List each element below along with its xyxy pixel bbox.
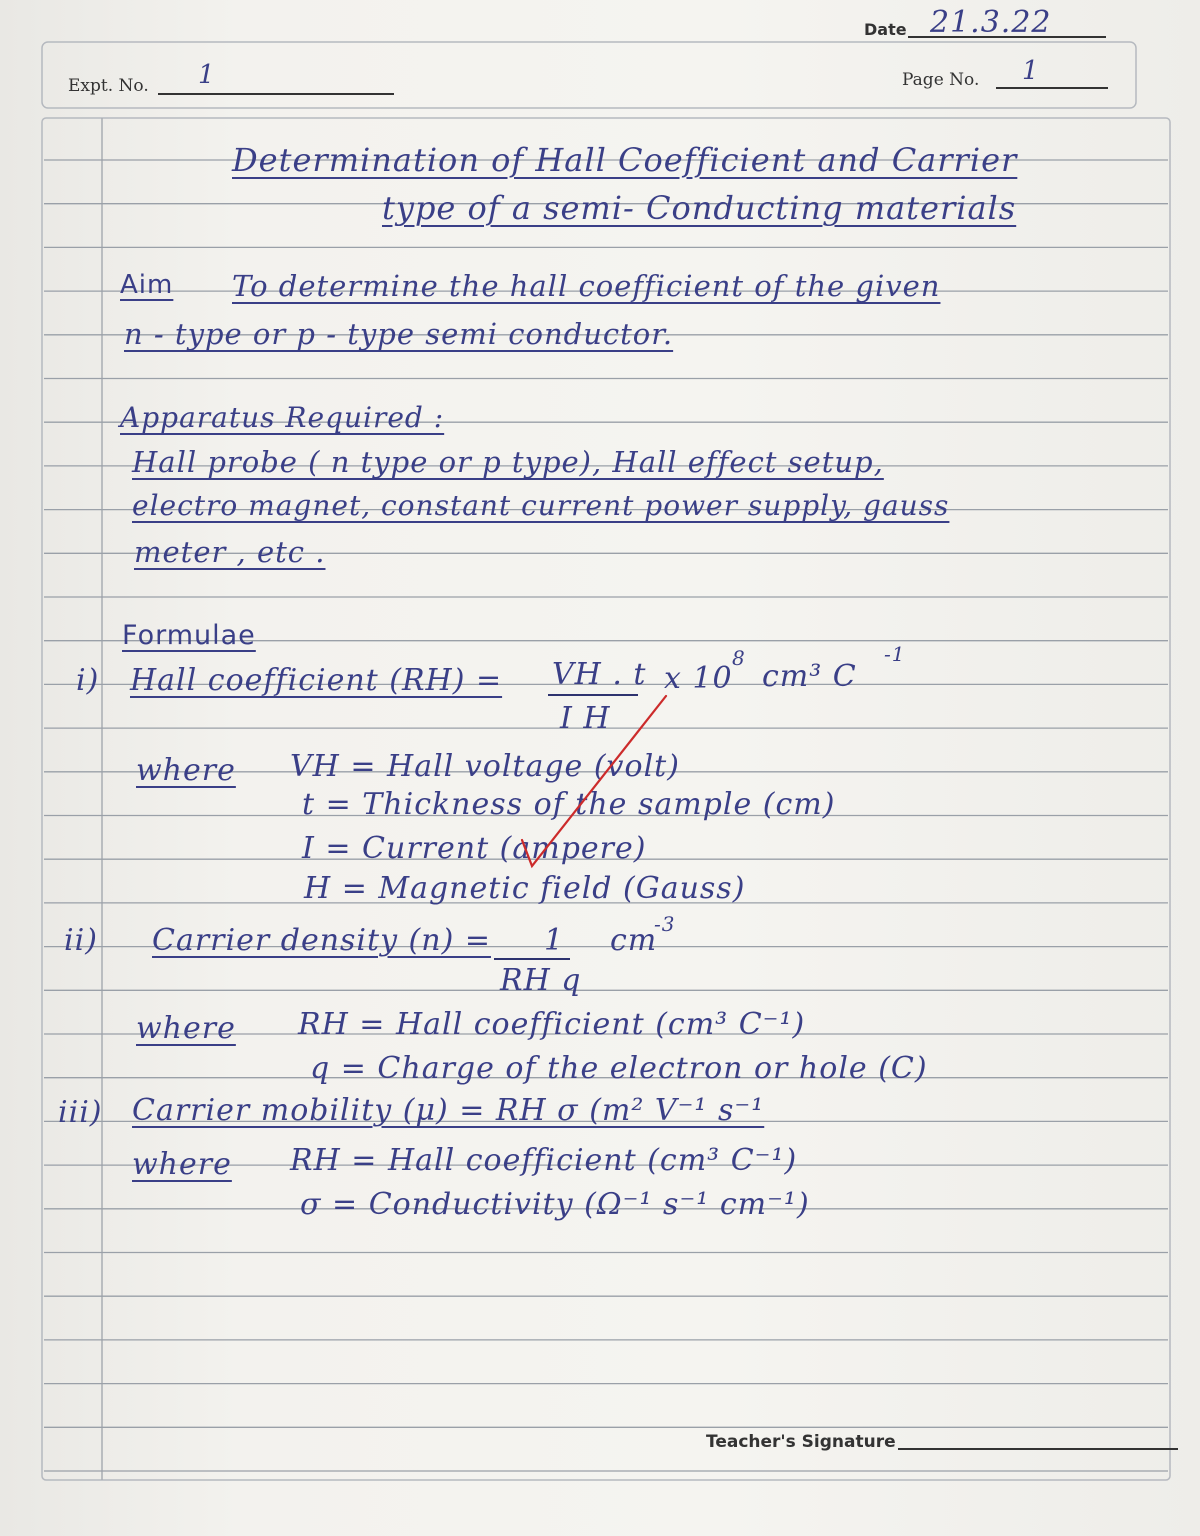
date-label: Date	[864, 20, 907, 39]
formula1-numerator: VH . t	[552, 657, 647, 692]
formula2-unit: cm	[610, 923, 658, 958]
formula3-text: Carrier mobility (μ) = RH σ (m² V⁻¹ s⁻¹	[132, 1093, 765, 1128]
formula2-fraction-bar	[494, 958, 570, 960]
formula2-numerator: 1	[544, 923, 565, 958]
title-line1: Determination of Hall Coefficient and Carrier	[232, 141, 1018, 179]
apparatus-line3: meter , etc .	[134, 535, 326, 569]
formula1-unit: cm³ C	[762, 659, 857, 694]
formula1-unit-exponent: -1	[884, 642, 906, 666]
aim-line2: n - type or p - type semi conductor.	[124, 317, 674, 351]
where1-item: H = Magnetic field (Gauss)	[304, 871, 746, 906]
teacher-signature-label: Teacher's Signature	[706, 1432, 896, 1452]
formula3-number: iii)	[58, 1095, 103, 1130]
expt-underline	[158, 93, 394, 95]
where3-item: σ = Conductivity (Ω⁻¹ s⁻¹ cm⁻¹)	[300, 1187, 810, 1222]
signature-line	[898, 1448, 1178, 1450]
date-value: 21.3.22	[930, 5, 1052, 40]
formula2-lhs: Carrier density (n) =	[152, 923, 491, 958]
page-label: Page No.	[902, 70, 980, 90]
page-underline	[996, 87, 1108, 89]
formula2-denominator: RH q	[500, 963, 582, 998]
where2-item: RH = Hall coefficient (cm³ C⁻¹)	[298, 1007, 806, 1042]
page-value: 1	[1022, 56, 1040, 86]
formula1-factor: x 10	[664, 661, 733, 696]
apparatus-heading: Apparatus Required :	[120, 401, 445, 434]
apparatus-line2: electro magnet, constant current power supply, gauss	[132, 489, 950, 522]
where3-item: RH = Hall coefficient (cm³ C⁻¹)	[290, 1143, 798, 1178]
where1-item: VH = Hall voltage (volt)	[290, 749, 680, 784]
where1-label: where	[136, 753, 236, 788]
aim-label: Aim	[120, 270, 174, 300]
where1-item: I = Current (ampere)	[302, 831, 647, 866]
formula1-number: i)	[76, 663, 100, 698]
aim-line1: To determine the hall coefficient of the given	[232, 269, 941, 303]
formula2-number: ii)	[64, 923, 98, 958]
check-mark-icon	[516, 690, 676, 870]
where1-item: t = Thickness of the sample (cm)	[302, 787, 836, 822]
expt-label: Expt. No.	[68, 76, 149, 96]
where2-item: q = Charge of the electron or hole (C)	[310, 1051, 928, 1086]
formula1-exponent: 8	[732, 646, 746, 670]
formula2-unit-exponent: -3	[654, 912, 676, 936]
expt-value: 1	[198, 60, 216, 90]
title-line2: type of a semi- Conducting materials	[382, 189, 1017, 227]
where2-label: where	[136, 1011, 236, 1046]
formulae-heading: Formulae	[122, 620, 256, 651]
formula1-denominator: I H	[560, 701, 611, 736]
formula1-lhs: Hall coefficient (RH) =	[130, 663, 503, 698]
where3-label: where	[132, 1147, 232, 1182]
apparatus-line1: Hall probe ( n type or p type), Hall effect setup,	[132, 445, 884, 479]
